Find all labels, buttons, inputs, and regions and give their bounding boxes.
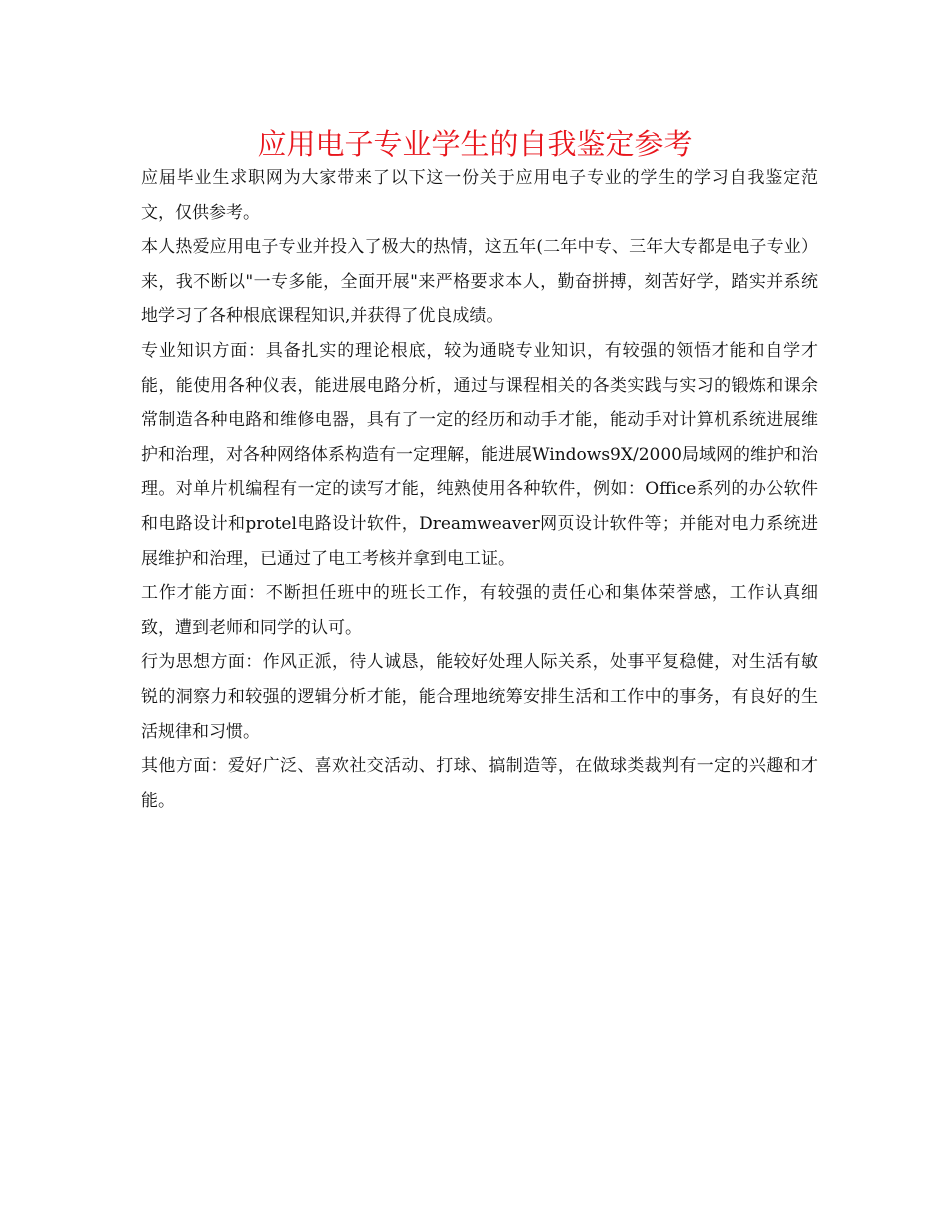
paragraph-intro: 应届毕业生求职网为大家带来了以下这一份关于应用电子专业的学生的学习自我鉴定范文，仅供参考。 [141, 168, 818, 223]
paragraph-other: 其他方面：爱好广泛、喜欢社交活动、打球、搞制造等，在做球类裁判有一定的兴趣和才能。 [141, 756, 818, 811]
paragraph-professional-knowledge: 专业知识方面：具备扎实的理论根底，较为通晓专业知识，有较强的领悟才能和自学才能，能使用各种仪表，能进展电路分析，通过与课程相关的各类实践与实习的锻炼和课余常制造各种电路和维修电器，具有了一定的经历和动手才能，能动手对计算机系统进展维护和治理，对各种网络体系构造有一定理解，能进展Windows9X/2000局域网的维护和治理。对单片机编程有一定的读写才能，纯熟使用各种软件，例如：Office系列的办公软件和电路设计和protel电路设计软件，Dreamweaver网页设计软件等；并能对电力系统进展维护和治理，已通过了电工考核并拿到电工证。 [141, 340, 818, 569]
document-title: 应用电子专业学生的自我鉴定参考 [257, 127, 693, 161]
paragraph-work-ability: 工作才能方面：不断担任班中的班长工作，有较强的责任心和集体荣誉感，工作认真细致，遭到老师和同学的认可。 [141, 583, 818, 638]
document-body [141, 161, 818, 818]
paragraph-overview: 本人热爱应用电子专业并投入了极大的热情，这五年(二年中专、三年大专都是电子专业）来，我不断以"一专多能，全面开展"来严格要求本人，勤奋拼搏，刻苦好学，踏实并系统地学习了各种根底课程知识,并获得了优良成绩。 [141, 237, 818, 327]
paragraph-conduct-thinking: 行为思想方面：作风正派，待人诚恳，能较好处理人际关系，处事平复稳健，对生活有敏锐的洞察力和较强的逻辑分析才能，能合理地统筹安排生活和工作中的事务，有良好的生活规律和习惯。 [141, 652, 818, 742]
